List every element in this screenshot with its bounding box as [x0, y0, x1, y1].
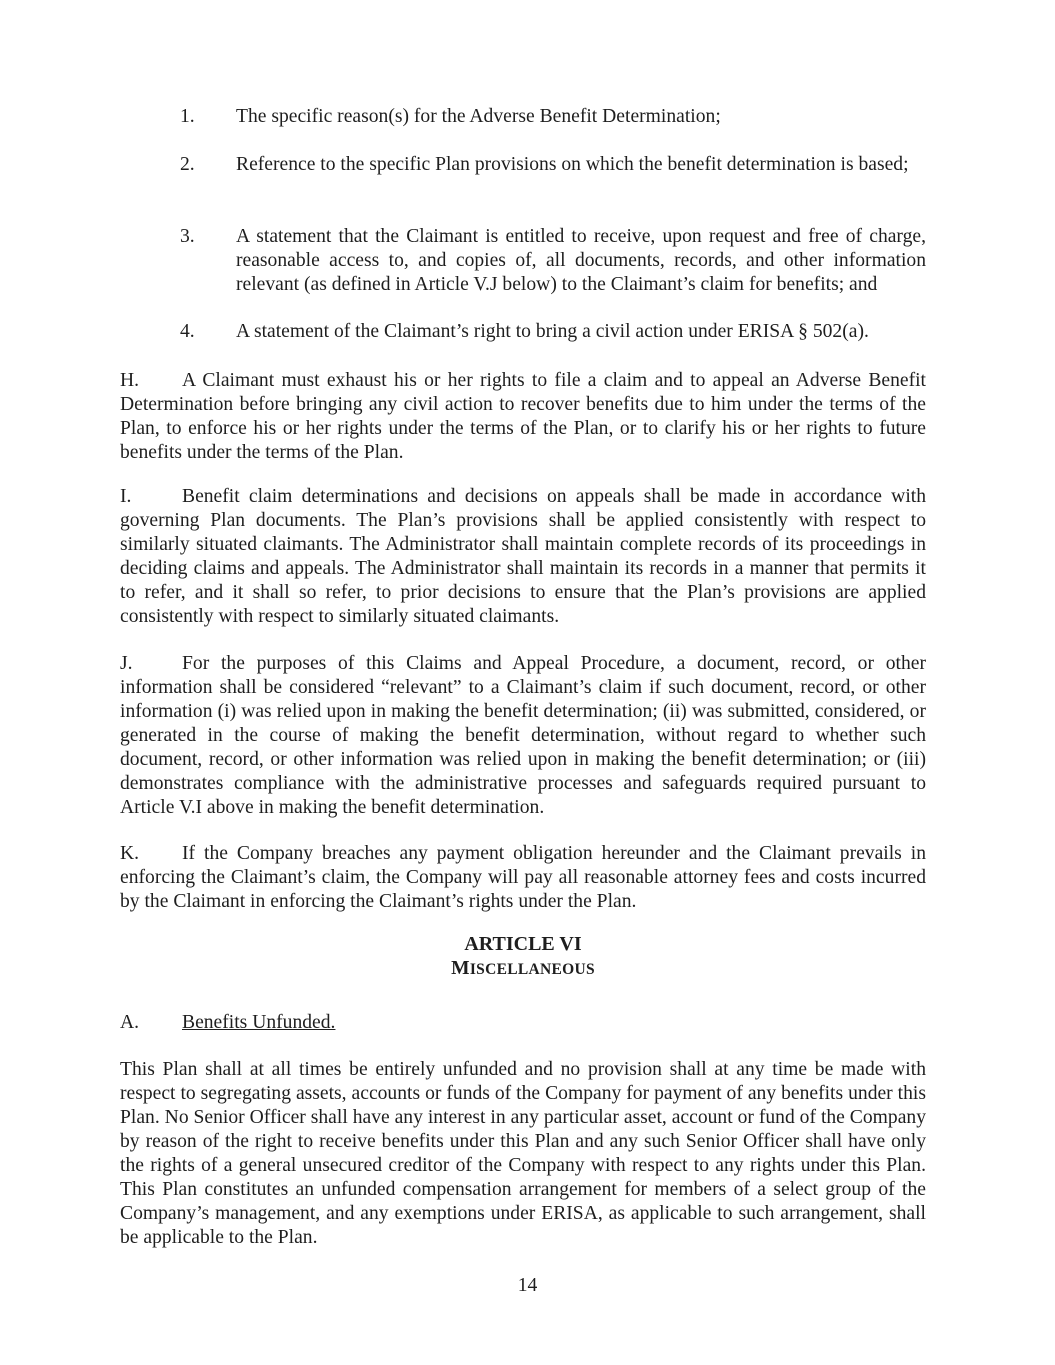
article-subheading: [120, 957, 926, 982]
list-item-text: A statement that the Claimant is entitled to receive, upon request and free of charge, reasonable access to, and copies of, all documents, records, and other information relevant (as defined in Article V.J below) to the Claimant’s claim for benefits; and: [236, 226, 926, 295]
section-text: A Claimant must exhaust his or her rights to file a claim and to appeal an Adverse Benefit Determination before bringing any civil action to recover benefits due to him under the terms of the Plan, to enforce his or her rights under the terms of the Plan, or to clarify his or her rights to future benefits under the terms of the Plan.: [120, 370, 926, 463]
section-text: Benefit claim determinations and decisions on appeals shall be made in accordance with governing Plan documents. The Plan’s provisions shall be applied consistently with respect to similarly situated claimants. The Administrator shall maintain complete records of its proceedings in deciding claims and appeals. The Administrator shall maintain its records in a manner that permits it to refer, and it shall so refer, to prior decisions to ensure that the Plan’s provisions are applied consistently with respect to similarly situated claimants.: [120, 486, 926, 627]
page-number: 14: [517, 1275, 538, 1296]
list-item: [180, 153, 926, 177]
list-item-text: Reference to the specific Plan provisions on which the benefit determination is based;: [236, 154, 909, 175]
section-h-paragraph: [120, 369, 926, 465]
section-label: H.: [120, 370, 140, 391]
article-subheading-rest: ISCELLANEOUS: [469, 961, 595, 978]
subsection-title-line: [120, 1011, 335, 1035]
list-item-number: 1.: [180, 106, 195, 127]
section-label: K.: [120, 843, 140, 864]
subsection-title: Benefits Unfunded.: [182, 1012, 336, 1033]
section-text: If the Company breaches any payment obligation hereunder and the Claimant prevails in enforcing the Claimant’s claim, the Company will pay all reasonable attorney fees and costs incurred by the Claimant in enforcing the Claimant’s rights under the Plan.: [120, 843, 926, 912]
list-item-number: 4.: [180, 321, 195, 342]
list-item: [180, 105, 926, 129]
subsection-label: A.: [120, 1012, 140, 1033]
article-subheading-initial: M: [451, 958, 470, 979]
list-item: [180, 320, 926, 344]
list-item: [180, 225, 926, 297]
list-item-number: 3.: [180, 226, 195, 247]
article-heading: ARTICLE VI: [464, 933, 582, 955]
section-text: For the purposes of this Claims and Appeal Procedure, a document, record, or other information shall be considered “relevant” to a Claimant’s claim if such document, record, or other information (i) was relied upon in making the benefit determination; (ii) was submitted, considered, or generated in the course of making the benefit determination, without regard to whether such document, record, or other information was relied upon in making the benefit determination; or (iii) demonstrates compliance with the administrative processes and safeguards required pursuant to Article V.I above in making the benefit determination.: [120, 653, 926, 818]
section-i-paragraph: [120, 485, 926, 629]
section-label: J.: [120, 653, 133, 674]
list-item-text: A statement of the Claimant’s right to bring a civil action under ERISA § 502(a).: [236, 321, 869, 342]
list-item-text: The specific reason(s) for the Adverse Benefit Determination;: [236, 106, 721, 127]
subsection-body: This Plan shall at all times be entirely unfunded and no provision shall at any time be made with respect to segregating assets, accounts or funds of the Company for payment of any benefits under this Plan. No Senior Officer shall have any interest in any particular asset, account or fund of the Company by reason of the right to receive benefits under this Plan and any such Senior Officer shall have only the rights of a general unsecured creditor of the Company with respect to any rights under this Plan. This Plan constitutes an unfunded compensation arrangement for members of a select group of the Company’s management, and any exemptions under ERISA, as applicable to such arrangement, shall be applicable to the Plan.: [120, 1059, 926, 1248]
section-k-paragraph: [120, 842, 926, 914]
list-item-number: 2.: [180, 154, 195, 175]
section-label: I.: [120, 486, 132, 507]
section-j-paragraph: [120, 652, 926, 820]
